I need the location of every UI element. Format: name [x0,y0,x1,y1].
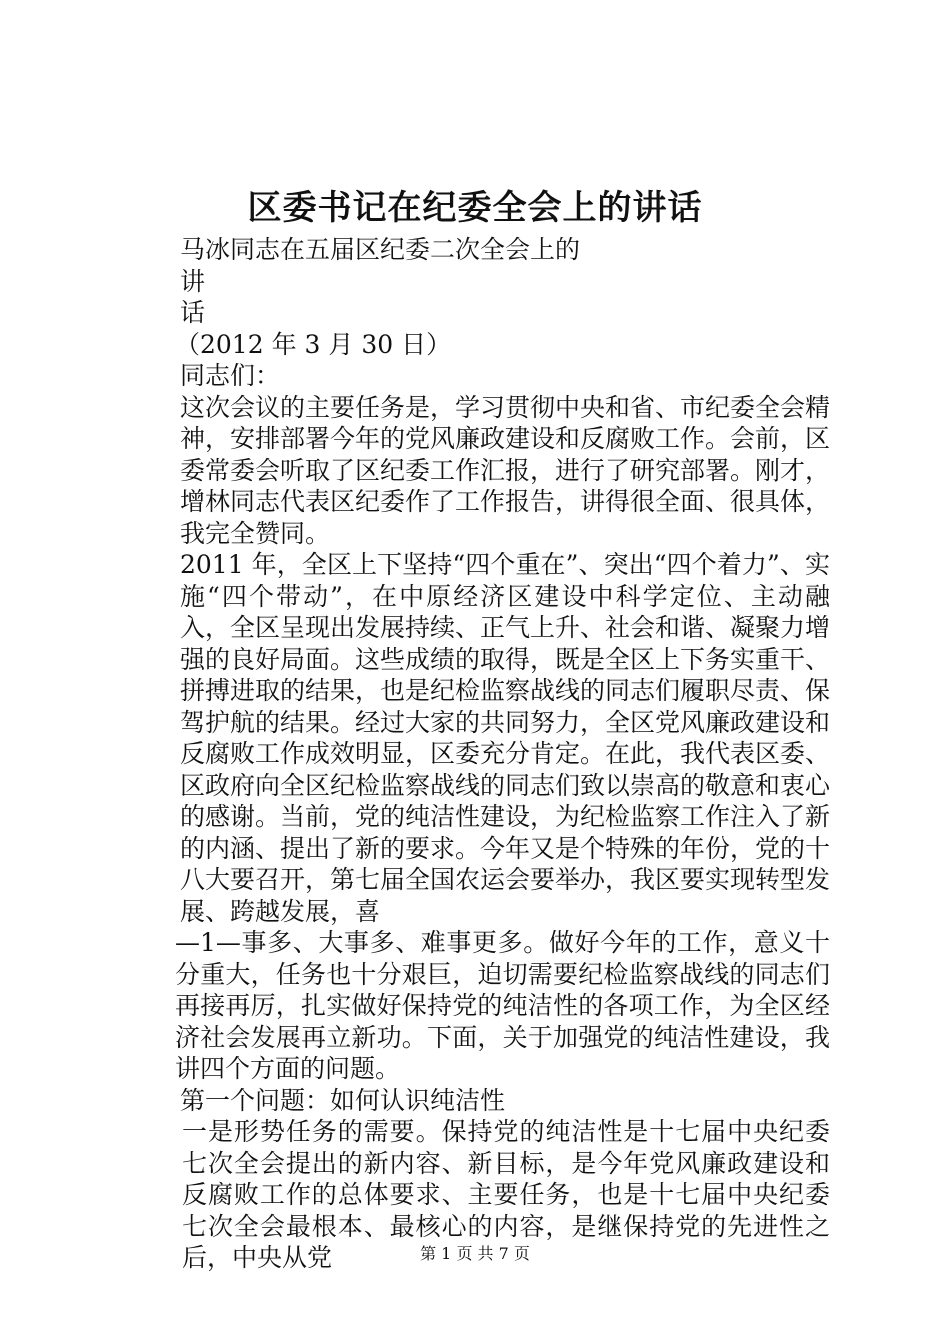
paragraph: —1—事多、大事多、难事更多。做好今年的工作，意义十分重大，任务也十分艰巨，迫切需要纪检监察战线的同志们再接再厉，扎实做好保持党的纯洁性的各项工作，为全区经济社会发展再立新功。下面，关于加强党的纯洁性建设，我讲四个方面的问题。 [175,928,830,1083]
page-number-footer: 第 1 页 共 7 页 [420,1244,530,1263]
subtitle-line: 马冰同志在五届区纪委二次全会上的 [180,235,581,264]
document-title: 区委书记在纪委全会上的讲话 [247,188,703,228]
section-heading: 第一个问题：如何认识纯洁性 [180,1085,506,1115]
paragraph: 2011 年，全区上下坚持“四个重在”、突出“四个着力”、实施“四个带动”，在中原经济区建设中科学定位、主动融入，全区呈现出发展持续、正气上升、社会和谐、凝聚力增强的良好局面。这些成绩的取得，既是全区上下务实重干、拼搏进取的结果，也是纪检监察战线的同志们履职尽责、保驾护航的结果。经过大家的共同努力，全区党风廉政建设和反腐败工作成效明显，区委充分肯定。在此，我代表区委、区政府向全区纪检监察战线的同志们致以崇高的敬意和衷心的感谢。当前，党的纯洁性建设，为纪检监察工作注入了新的内涵、提出了新的要求。今年又是个特殊的年份，党的十八大要召开，第七届全国农运会要举办，我区要实现转型发展、跨越发展，喜 [180,550,831,926]
paragraph: 一是形势任务的需要。保持党的纯洁性是十七届中央纪委七次全会提出的新内容、新目标，是今年党风廉政建设和反腐败工作的总体要求、主要任务，也是十七届中央纪委七次全会最根本、最核心的内容，是继保持党的先进性之后，中央从党 [182,1117,830,1272]
document-body [130,234,830,1274]
subtitle-line: 讲 [180,266,206,296]
paragraph: 这次会议的主要任务是，学习贯彻中央和省、市纪委全会精神，安排部署今年的党风廉政建设和反腐败工作。会前，区委常委会听取了区纪委工作汇报，进行了研究部署。刚才，增林同志代表区纪委作了工作报告，讲得很全面、很具体，我完全赞同。 [180,392,831,548]
salutation: 同志们： [180,361,281,390]
subtitle-line: 话 [180,298,206,327]
speech-date: （2012 年 3 月 30 日） [175,329,452,359]
